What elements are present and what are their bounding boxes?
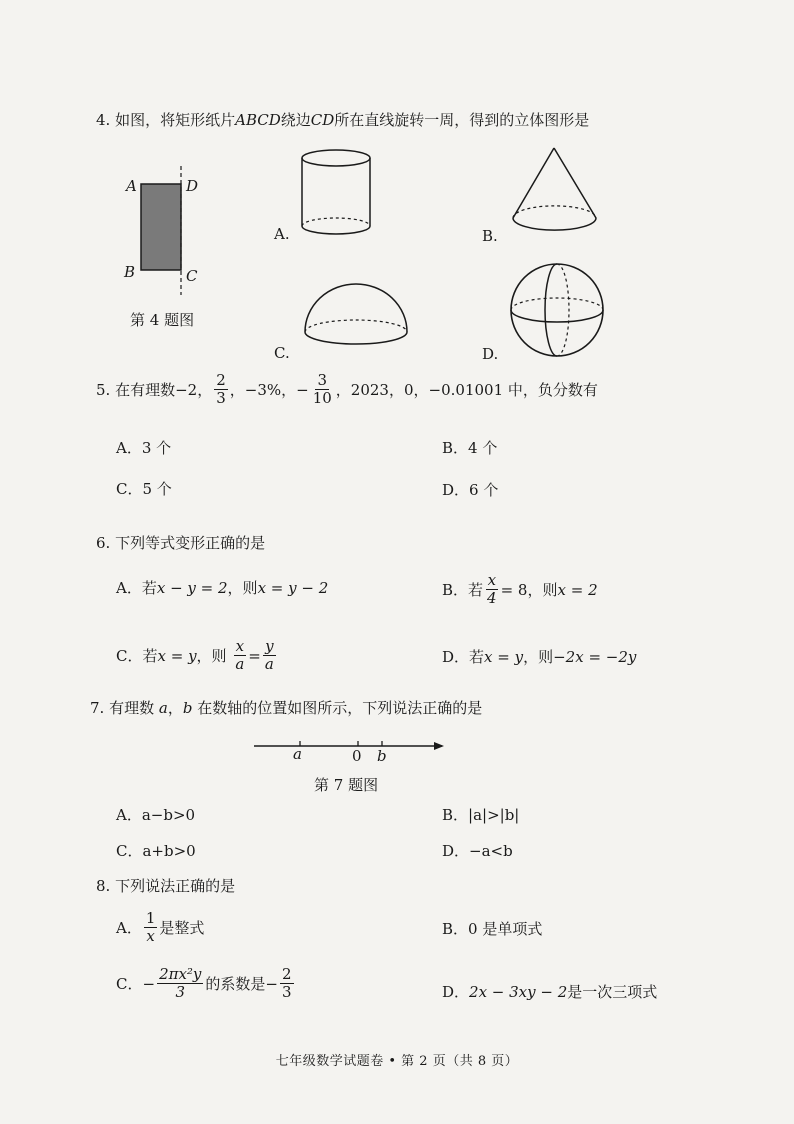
q7-option-b[interactable]: B．|a|>|b|: [442, 806, 520, 824]
q8-c-den: 3: [175, 983, 186, 1001]
q4-option-a-label[interactable]: A.: [274, 225, 290, 243]
axis-label-a: a: [293, 745, 302, 763]
hemisphere-shape: [302, 282, 412, 354]
q7-number: 7.: [90, 699, 105, 717]
q8-option-c[interactable]: [116, 966, 296, 1001]
q4-stem: [96, 110, 589, 130]
q4-text-mid: 绕边: [280, 111, 311, 129]
q4-text-before: 如图，将矩形纸片: [115, 111, 236, 129]
q6-b-eq1: = 8: [500, 580, 528, 599]
q8-option-a[interactable]: [116, 910, 204, 945]
q8-a-den: x: [146, 927, 155, 945]
q6-c-num2: y: [265, 637, 274, 655]
q5-frac2-num: 3: [317, 371, 328, 389]
q8-c-fraction: [157, 966, 203, 1001]
axis-label-b: b: [377, 747, 387, 765]
q6-a-eq1: x − y = 2: [156, 579, 228, 597]
vertex-c-label: C: [186, 267, 198, 285]
vertex-b-label: B: [124, 263, 136, 281]
q8-number: 8.: [96, 877, 111, 895]
q6-b-then: ，则: [527, 580, 558, 599]
q4-option-c-label[interactable]: C.: [274, 344, 290, 362]
q6-option-c[interactable]: [116, 638, 278, 673]
q8-option-d[interactable]: [442, 982, 657, 1002]
q4-option-d-label[interactable]: D.: [482, 345, 499, 363]
q7-stem: [90, 698, 482, 718]
q6-c-then: ，则: [196, 646, 227, 665]
q8-stem-text: 下列说法正确的是: [115, 877, 236, 895]
q8-a-label: A．: [116, 918, 142, 937]
q8-c-mid: 的系数是−: [205, 974, 278, 993]
q6-c-fraction-2: [263, 638, 276, 673]
cylinder-shape: [300, 148, 380, 240]
q8-c-num: 2πx²y: [159, 965, 202, 983]
q6-b-num: x: [487, 571, 497, 589]
q6-a-if: 若: [141, 579, 157, 597]
axis-label-zero: 0: [352, 747, 362, 765]
q8-d-expr: 2x − 3xy − 2: [469, 983, 568, 1001]
q6-stem-text: 下列等式变形正确的是: [115, 534, 266, 552]
q5-lead: 在有理数−2，: [115, 380, 213, 399]
q4-option-b-label[interactable]: B.: [482, 227, 498, 245]
q6-option-d[interactable]: [442, 647, 636, 667]
vertex-a-label: A: [126, 177, 137, 195]
q5-frac1-den: 3: [216, 389, 226, 407]
sphere-shape: [508, 262, 608, 360]
q5-frac2-den: 10: [312, 389, 332, 407]
q6-c-num1: x: [235, 637, 245, 655]
q6-d-eq1: x = y: [484, 648, 524, 666]
q6-stem: [96, 533, 265, 553]
number-line: [252, 736, 448, 756]
q7-option-a[interactable]: A．a−b>0: [116, 806, 196, 824]
q8-a-text: 是整式: [159, 918, 205, 937]
page-footer: 七年级数学试题卷 • 第 2 页（共 8 页）: [275, 1054, 519, 1069]
q8-d-label: D．: [442, 983, 470, 1001]
q5-option-a[interactable]: A．3 个: [116, 439, 172, 457]
q8-c-minus: −: [142, 974, 156, 993]
q6-number: 6.: [96, 534, 111, 552]
q5-option-c[interactable]: C．5 个: [116, 480, 172, 498]
q5-mid: ，−3%，−: [229, 380, 309, 399]
q5-frac1-num: 2: [216, 371, 226, 389]
q6-c-eq1: x = y: [157, 646, 197, 665]
q6-d-if: 若: [469, 648, 485, 666]
q8-c-den2: 3: [282, 983, 292, 1001]
q6-d-eq2: −2x = −2y: [553, 648, 637, 666]
q6-c-den1: a: [235, 655, 245, 673]
q6-a-then: ，则: [227, 579, 258, 597]
q6-c-den2: a: [264, 655, 274, 673]
q6-c-fraction-1: [233, 638, 246, 673]
q8-option-b[interactable]: B．0 是单项式: [442, 920, 543, 938]
q7-figure-caption: 第 7 题图: [314, 776, 379, 794]
q8-c-fraction-2: [280, 966, 294, 1001]
q6-b-if: 若: [468, 580, 484, 599]
q6-b-den: 4: [487, 589, 497, 607]
q6-c-label: C．: [116, 646, 143, 665]
q7-stem-after: 在数轴的位置如图所示，下列说法正确的是: [197, 699, 483, 717]
q8-a-num: 1: [145, 909, 156, 927]
q6-d-label: D．: [442, 648, 470, 666]
q6-a-eq2: x = y − 2: [257, 579, 329, 597]
q6-option-b[interactable]: [442, 572, 598, 607]
q6-b-fraction: [485, 572, 499, 607]
q5-option-b[interactable]: B．4 个: [442, 439, 498, 457]
q5-fraction-2: [311, 372, 334, 407]
q5-option-d[interactable]: D．6 个: [442, 481, 499, 499]
q5-tail: ，2023，0，−0.01001 中，负分数有: [335, 380, 598, 399]
cone-shape: [508, 146, 604, 238]
q8-stem: [96, 876, 235, 896]
q4-number: 4.: [96, 111, 111, 129]
q4-text-after: 所在直线旋转一周，得到的立体图形是: [334, 111, 590, 129]
number-line-arrow: [434, 742, 444, 750]
q7-option-d[interactable]: D．−a<b: [442, 842, 513, 860]
q6-b-label: B．: [442, 580, 469, 599]
q4-rect-name: ABCD: [235, 111, 281, 129]
vertex-d-label: D: [186, 177, 199, 195]
q7-var-b: b: [182, 699, 193, 717]
q6-c-eq: =: [248, 646, 261, 665]
q8-a-fraction: [144, 910, 158, 945]
q5-stem: [96, 372, 598, 407]
q7-stem-before: 有理数: [109, 699, 155, 717]
q8-d-text: 是一次三项式: [567, 983, 658, 1001]
shaded-rectangle: [141, 184, 181, 270]
q7-sep: ，: [167, 699, 183, 717]
q4-edge-name: CD: [310, 111, 335, 129]
q6-b-eq2: x = 2: [557, 580, 598, 599]
q8-c-num2: 2: [282, 965, 292, 983]
q6-a-label: A．: [116, 579, 142, 597]
q5-number: 5.: [96, 380, 111, 399]
q6-d-then: ，则: [523, 648, 554, 666]
q6-c-if: 若: [142, 646, 158, 665]
q7-option-c[interactable]: C．a+b>0: [116, 842, 196, 860]
q6-option-a[interactable]: [116, 578, 328, 598]
q7-var-a: a: [158, 699, 168, 717]
q8-c-label: C．: [116, 974, 143, 993]
q4-figure-caption: 第 4 题图: [130, 311, 195, 329]
q5-fraction-1: [214, 372, 228, 407]
